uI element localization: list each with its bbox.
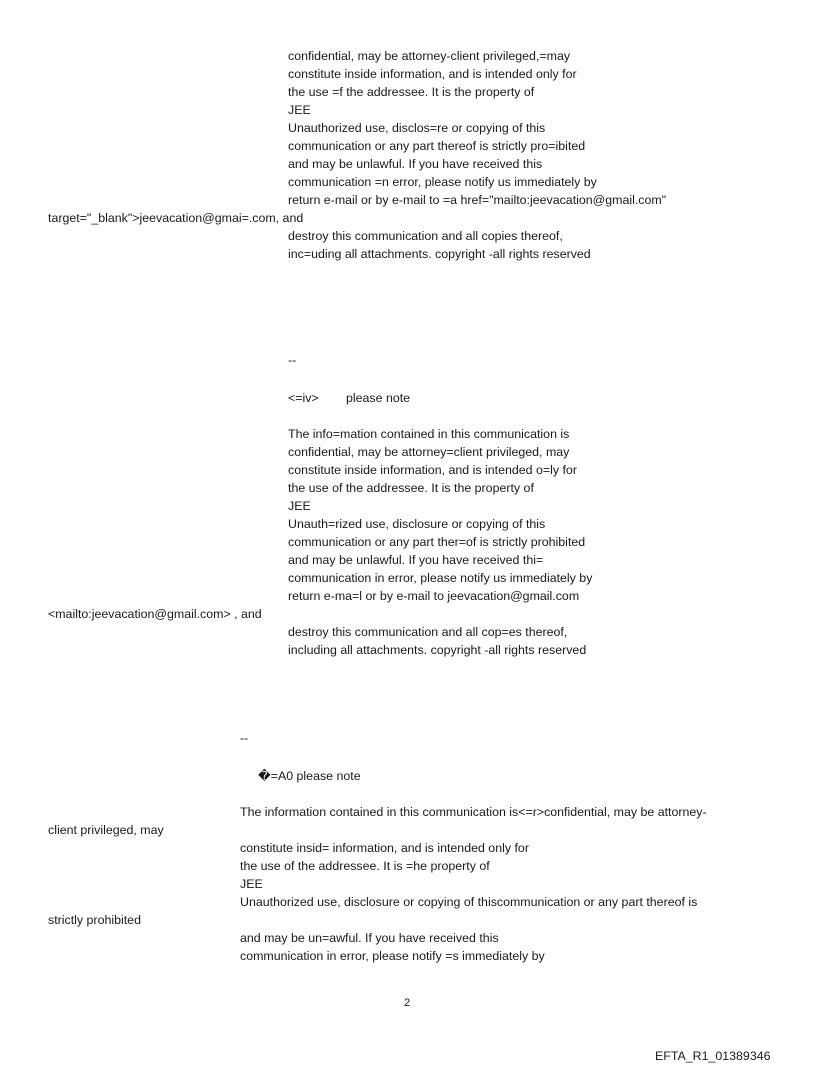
text-line: inc=uding all attachments. copyright -all rights reserved (288, 247, 591, 261)
text-line: the use of the addressee. It is the property of (288, 481, 534, 495)
text-line: and may be unlawful. If you have received thi= (288, 553, 544, 567)
text-line: communication in error, please notify =s immediately by (240, 949, 545, 963)
text-line: return e-mail or by e-mail to =a href="mailto:jeevacation@gmail.com" (288, 193, 667, 207)
text-line: Unauthorized use, disclosure or copying of thiscommunication or any part thereof is (240, 895, 698, 909)
text-line: JEE (288, 499, 311, 513)
text-line: JEE (240, 877, 263, 891)
text-line: communication in error, please notify us immediately by (288, 571, 593, 585)
text-line: confidential, may be attorney-client privileged,=may (288, 49, 571, 63)
text-line: The info=mation contained in this communication is (288, 427, 570, 441)
text-line: client privileged, may (48, 823, 164, 837)
text-line: and may be unlawful. If you have received this (288, 157, 543, 171)
text-line: communication or any part thereof is strictly pro=ibited (288, 139, 586, 153)
text-line: constitute inside information, and is intended o=ly for (288, 463, 577, 477)
separator: -- (240, 731, 249, 745)
text-line: constitute inside information, and is intended only for (288, 67, 577, 81)
text-line: Unauth=rized use, disclosure or copying of this (288, 517, 546, 531)
text-line: <mailto:jeevacation@gmail.com> , and (48, 607, 262, 621)
note-label: �=A0 please note (258, 769, 361, 783)
text-line: and may be un=awful. If you have received this (240, 931, 499, 945)
note-tag: <=iv> (288, 391, 319, 405)
text-line: return e-ma=l or by e-mail to jeevacation@gmail.com (288, 589, 580, 603)
text-line: the use =f the addressee. It is the property of (288, 85, 535, 99)
text-line: destroy this communication and all cop=es thereof, (288, 625, 568, 639)
document-id: EFTA_R1_01389346 (655, 1049, 771, 1063)
text-line: destroy this communication and all copies thereof, (288, 229, 563, 243)
text-line: target="_blank">jeevacation@gmai=.com, and (48, 211, 304, 225)
note-label: please note (346, 391, 411, 405)
page-number: 2 (404, 997, 411, 1009)
separator: -- (288, 353, 297, 367)
text-line: the use of the addressee. It is =he property of (240, 859, 490, 873)
text-line: confidential, may be attorney=client privileged, may (288, 445, 570, 459)
text-line: Unauthorized use, disclos=re or copying of this (288, 121, 546, 135)
text-line: constitute insid= information, and is intended only for (240, 841, 529, 855)
text-line: communication =n error, please notify us immediately by (288, 175, 597, 189)
text-line: JEE (288, 103, 311, 117)
text-line: including all attachments. copyright -all rights reserved (288, 643, 587, 657)
text-line: communication or any part ther=of is strictly prohibited (288, 535, 586, 549)
text-line: strictly prohibited (48, 913, 141, 927)
text-line: The information contained in this communication is<=r>confidential, may be attorney- (240, 805, 707, 819)
